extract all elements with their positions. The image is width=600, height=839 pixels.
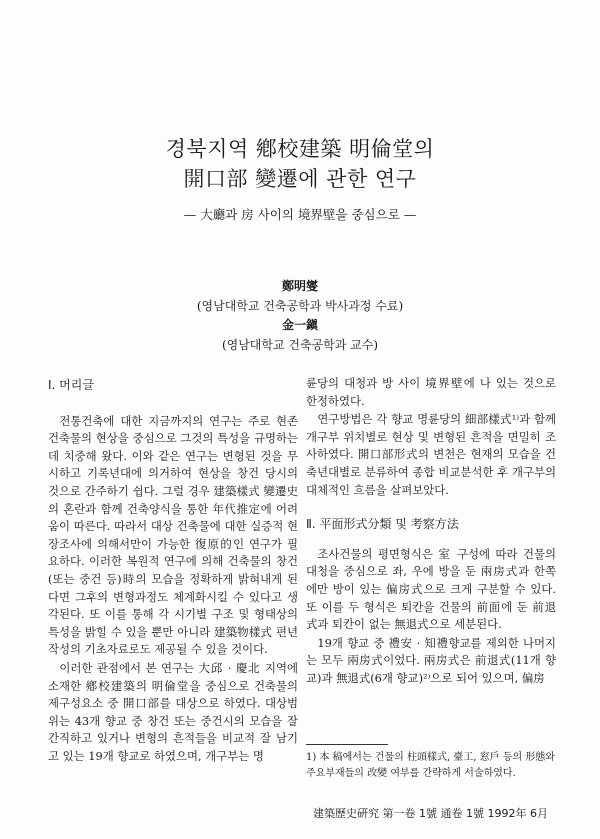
plan-paragraph-2: 19개 향교 중 禮安 · 知禮향교를 제외한 나머지는 모두 兩房式이었다. 兩房式은 前退式(11개 향교)과 無退式(6개 향교)²⁾으로 되어 있으며, 偏房 [306,635,556,685]
intro-paragraph-2: 이러한 관점에서 본 연구는 大邱 · 慶北 지역에 소재한 鄕校建築의 明倫堂을 중심으로 건축물의 제구성요소 중 開口部를 대상으로 하였다. 대상범위는 43개 향교 중 창건 또는 중건시의 모습을 잘 간직하고 있거나 변형의 흔적들을 비교적 잘 남기고 있는 19개 향교로 하였으며, 개구부는 명 [48,660,298,763]
paper-title [0,134,600,194]
footnote: 1) 本 稿에서는 건물의 柱頭樣式, 臺工, 窓戶 등의 形態와 주요부재들의 改變 여부를 간략하게 서술하였다. [306,752,555,779]
paper-subtitle: — 大廳과 房 사이의 境界壁을 중심으로 — [183,207,417,222]
footnote-divider [306,744,388,745]
intro-continuation: 륜당의 대청과 방 사이 境界壁에 나 있는 것으로 한정하였다. [306,376,556,408]
title-line-1: 경북지역 鄕校建築 明倫堂의 [165,137,435,161]
author-block [0,277,600,355]
title-line-2: 開口部 變遷에 관한 연구 [183,167,417,191]
section-heading-plan: Ⅱ. 平面形式分類 및 考察方法 [306,517,459,532]
plan-paragraph-1: 조사건물의 평면형식은 室 구성에 따라 건물의 대청을 중심으로 좌, 우에 방을 둔 兩房式과 한쪽에만 방이 있는 偏房式으로 크게 구분할 수 있다. 또 이를 두 형식은 퇴칸을 건물의 前面에 둔 前退式과 퇴칸이 없는 無退式으로 세분된다. [306,546,556,632]
right-column [306,375,556,689]
author-name-1: 鄭明燮 [281,279,318,293]
left-column [48,377,298,766]
section-heading-intro: Ⅰ. 머리글 [48,378,94,392]
author-affiliation-1: (영남대학교 건축공학과 박사과정 수료) [196,298,404,313]
author-name-2: 金一鎭 [281,318,318,332]
author-affiliation-2: (영남대학교 건축공학과 교수) [221,337,379,352]
method-paragraph: 연구방법은 각 향교 명륜당의 細部樣式¹⁾과 함께 개구부 위치별로 현상 및 변형된 흔적을 면밀히 조사하였다. 開口部形式의 변천은 현재의 모습을 건축년대별로 분류하여 종합 비교분석한 후 개구부의 대체적인 흐름을 살펴보았다. [306,412,556,497]
journal-footer: 建築歷史硏究 第一卷 1號 通卷 1號 1992年 6月 [313,807,548,820]
intro-paragraph-1: 전통건축에 대한 지금까지의 연구는 주로 현존 건축물의 현상을 중심으로 그것의 특성을 규명하는 데 치중해 왔다. 이와 같은 연구는 변형된 것을 무시하고 기록년대에 의거하여 현상을 창건 당시의 것으로 간주하기 쉽다. 그럴 경우 建築樣式 變遷史의 혼란과 함께 건축양식을 통한 年代推定에 어려움이 따른다. 따라서 대상 건축물에 대한 실증적 현장조사에 의해서만이 가능한 復原的인 연구가 필요하다. 이러한 복원적 연구에 의해 건축물의 창건(또는 중건 등)時의 모습을 정확하게 밝혀내게 된다면 그후의 변형과정도 체계화시킬 수 있다고 생각된다. 또 이를 통해 각 시기별 구조 및 형태상의 특성을 밝힐 수 있을 뿐만 아니라 建築物樣式 편년작성의 기초자료로도 제공될 수 있을 것이다. [48,413,298,657]
